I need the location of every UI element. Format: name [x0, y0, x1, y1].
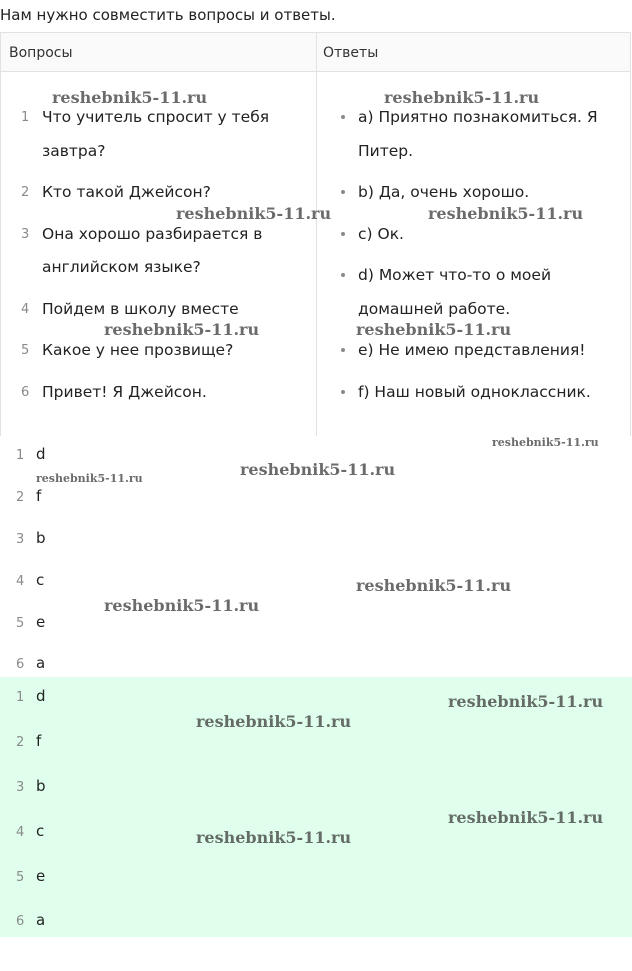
watermark: reshebnik5-11.ru	[104, 596, 260, 615]
watermark: reshebnik5-11.ru	[52, 88, 208, 107]
answer-text: f) Наш новый одноклассник.	[358, 382, 591, 401]
row-number: 2	[16, 490, 25, 505]
watermark: reshebnik5-11.ru	[196, 712, 352, 731]
row-letter: f	[36, 732, 42, 750]
question-item	[21, 218, 301, 285]
row-letter: f	[36, 487, 42, 505]
question-item	[21, 334, 301, 368]
bullet-icon	[341, 190, 345, 194]
answer-text: a) Приятно познакомиться. Я Питер.	[358, 108, 598, 160]
watermark: reshebnik5-11.ru	[196, 828, 352, 847]
question-text: Какое у нее прозвище?	[42, 341, 234, 359]
row-number: 4	[16, 574, 25, 589]
row-letter: a	[36, 911, 46, 929]
answer-key-row	[16, 445, 46, 475]
watermark: reshebnik5-11.ru	[36, 472, 143, 485]
question-text: Кто такой Джейсон?	[42, 183, 211, 201]
watermark: reshebnik5-11.ru	[356, 576, 512, 595]
bullet-icon	[341, 232, 345, 236]
answer-text: d) Может что-то о моей домашней работе.	[358, 266, 552, 318]
answer-key-row	[16, 867, 45, 897]
answer-text: e) Не имею представления!	[358, 341, 586, 359]
row-letter: b	[36, 529, 46, 547]
bullet-icon	[341, 273, 345, 277]
row-letter: c	[36, 822, 45, 840]
watermark: reshebnik5-11.ru	[492, 436, 599, 449]
watermark: reshebnik5-11.ru	[428, 204, 584, 223]
watermark: reshebnik5-11.ru	[448, 808, 604, 827]
question-item	[21, 101, 301, 168]
row-number: 1	[16, 690, 25, 705]
question-number: 6	[21, 384, 30, 400]
watermark: reshebnik5-11.ru	[176, 204, 332, 223]
question-text: Она хорошо разбирается в английском языке?	[42, 224, 263, 276]
row-letter: c	[36, 571, 45, 589]
answer-key-row	[16, 571, 44, 601]
row-letter: e	[36, 613, 46, 631]
questions-list	[21, 101, 301, 417]
answer-key-row	[16, 732, 41, 762]
answer-key-row	[16, 822, 44, 852]
row-number: 3	[16, 780, 25, 795]
question-item	[21, 376, 301, 410]
question-number: 1	[21, 110, 30, 125]
question-number: 2	[21, 185, 30, 200]
answer-item	[339, 376, 629, 410]
watermark: reshebnik5-11.ru	[240, 460, 396, 479]
answer-key-row	[16, 777, 46, 807]
question-text: Пойдем в школу вместе	[42, 299, 239, 318]
row-number: 4	[16, 825, 25, 840]
question-number: 5	[21, 343, 30, 358]
answer-key-row	[16, 487, 41, 517]
row-letter: a	[36, 654, 46, 672]
answer-key-row	[16, 687, 46, 717]
row-number: 3	[16, 532, 25, 547]
question-text: Привет! Я Джейсон.	[42, 382, 207, 401]
answer-text: b) Да, очень хорошо.	[358, 183, 530, 201]
answer-text: c) Ок.	[358, 224, 404, 243]
row-number: 5	[16, 616, 25, 631]
answer-item	[339, 259, 629, 326]
watermark: reshebnik5-11.ru	[104, 320, 260, 339]
question-text: Что учитель спросит у тебя завтра?	[42, 108, 270, 160]
bullet-icon	[341, 115, 345, 119]
watermark: reshebnik5-11.ru	[384, 88, 540, 107]
row-number: 2	[16, 735, 25, 750]
row-number: 1	[16, 448, 25, 463]
row-letter: b	[36, 777, 46, 795]
watermark: reshebnik5-11.ru	[356, 320, 512, 339]
row-number: 5	[16, 870, 25, 885]
questions-header: Вопросы	[9, 45, 73, 61]
answer-item	[339, 334, 629, 368]
row-number: 6	[16, 657, 25, 672]
answer-key-row	[16, 911, 45, 941]
answer-item	[339, 101, 629, 168]
answers-header: Ответы	[323, 45, 379, 61]
answer-key-row	[16, 613, 45, 643]
question-number: 3	[21, 226, 30, 242]
row-letter: e	[36, 867, 46, 885]
answers-list	[339, 101, 629, 417]
watermark: reshebnik5-11.ru	[448, 692, 604, 711]
column-divider	[316, 33, 317, 436]
row-letter: d	[36, 687, 46, 705]
row-letter: d	[36, 445, 46, 463]
bullet-icon	[341, 390, 345, 394]
row-number: 6	[16, 914, 25, 929]
answer-key-row	[16, 529, 46, 559]
question-number: 4	[21, 301, 30, 317]
bullet-icon	[341, 348, 345, 352]
task-instruction: Нам нужно совместить вопросы и ответы.	[0, 6, 336, 24]
